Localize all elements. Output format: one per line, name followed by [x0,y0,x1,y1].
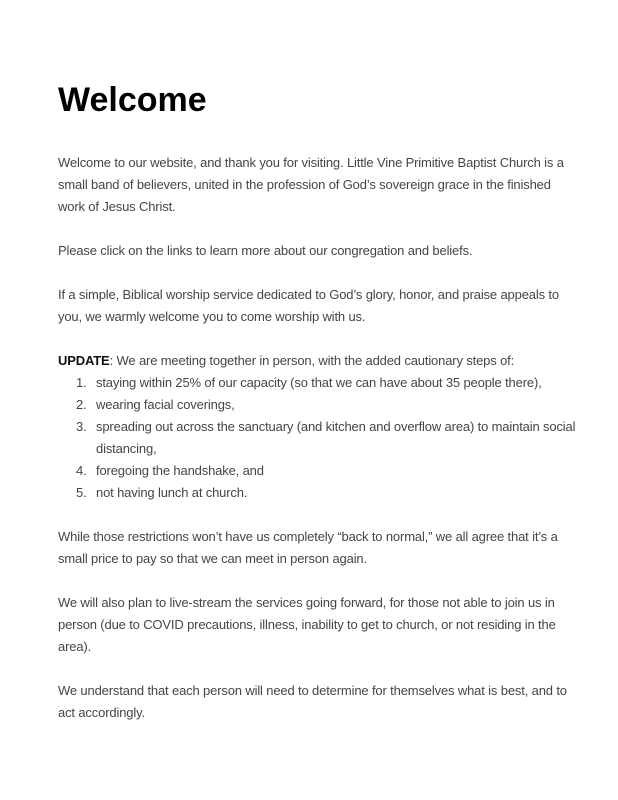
links-paragraph: Please click on the links to learn more about our congregation and beliefs. [58,243,473,258]
list-item-number: 3. [76,419,87,434]
cautionary-steps-list [58,372,578,504]
list-item [76,416,578,460]
restrictions-paragraph: While those restrictions won’t have us completely “back to normal,” we all agree that it’s a small price to pay so that we can meet in person again. [58,529,558,566]
list-item-text: wearing facial coverings, [96,397,235,412]
list-item-number: 2. [76,397,87,412]
list-item-text: staying within 25% of our capacity (so that we can have about 35 people there), [96,375,542,390]
list-item [76,394,578,416]
list-item-text: foregoing the handshake, and [96,463,264,478]
list-item-number: 4. [76,463,87,478]
page-content [58,152,578,746]
update-label: UPDATE [58,353,110,368]
update-lead-text: : We are meeting together in person, with the added cautionary steps of: [109,353,515,368]
list-item [76,372,578,394]
list-item [76,460,578,482]
list-item-text: not having lunch at church. [96,485,248,500]
livestream-paragraph: We will also plan to live-stream the services going forward, for those not able to join us in person (due to COVID precautions, illness, inability to get to church, or not residing in the area). [58,595,556,654]
page-title: Welcome [58,81,207,119]
invitation-paragraph: If a simple, Biblical worship service dedicated to God’s glory, honor, and praise appeals to you, we warmly welcome you to come worship with us. [58,287,559,324]
list-item [76,482,578,504]
list-item-number: 5. [76,485,87,500]
list-item-text: spreading out across the sanctuary (and kitchen and overflow area) to maintain social distancing, [96,419,576,456]
list-item-number: 1. [76,375,87,390]
intro-paragraph: Welcome to our website, and thank you for visiting. Little Vine Primitive Baptist Church is a small band of believers, united in the profession of God’s sovereign grace in the finished work of Jesus Christ. [58,155,564,214]
closing-paragraph: We understand that each person will need to determine for themselves what is best, and to act accordingly. [58,683,567,720]
update-paragraph [58,350,578,372]
